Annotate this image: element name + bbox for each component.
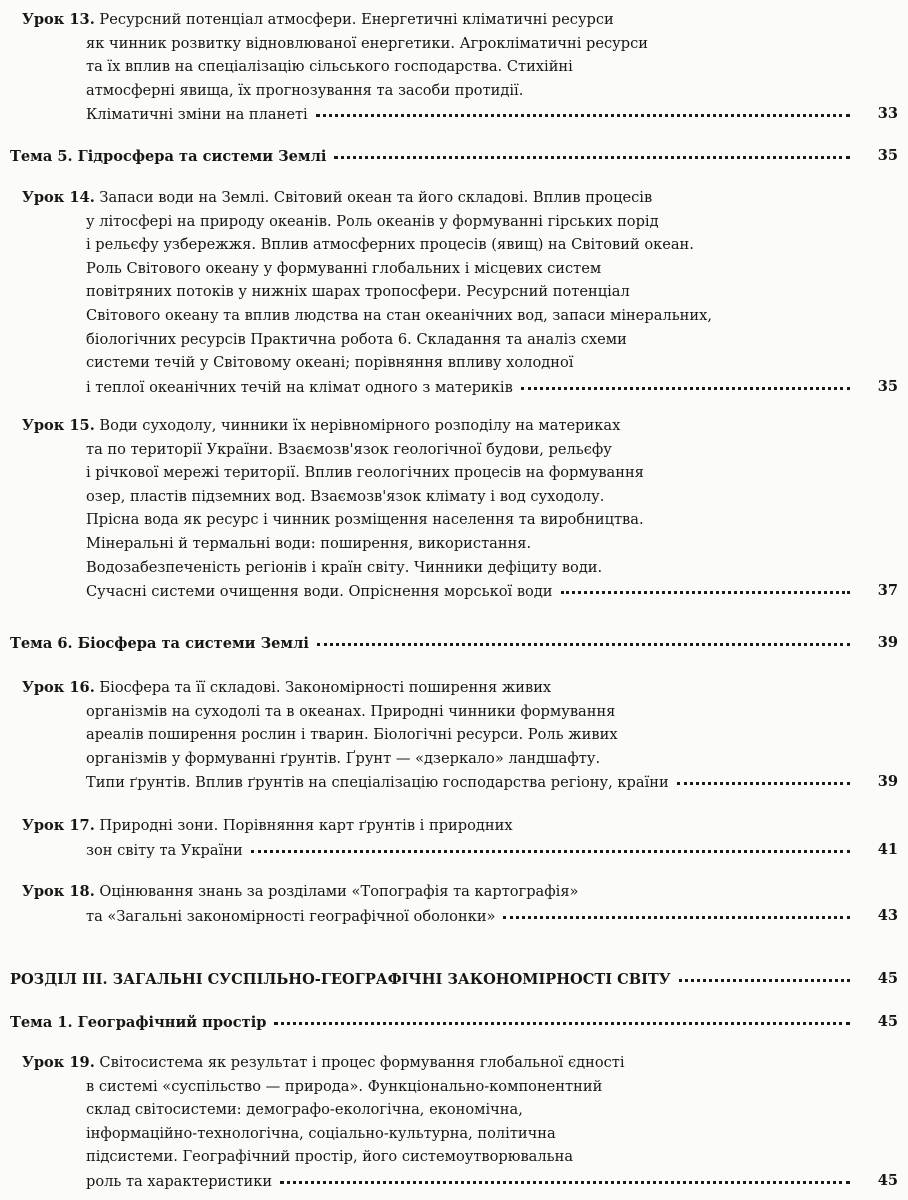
lesson-number: Урок 15. bbox=[22, 417, 95, 434]
toc-line bbox=[0, 186, 908, 210]
lesson-number: Урок 18. bbox=[22, 883, 95, 900]
toc-line-text: Мінеральні й термальні води: поширення, використання. bbox=[86, 534, 532, 552]
toc-line-text: Світового океану та вплив людства на стан океанічних вод, запаси мінеральних, bbox=[86, 306, 712, 324]
toc-line-text: склад світосистеми: демографо-екологічна, економічна, bbox=[86, 1101, 523, 1119]
dot-leader bbox=[334, 142, 850, 159]
toc-line-text: інформаційно-технологічна, соціально-культурна, політична bbox=[86, 1124, 556, 1142]
toc-line-text: як чинник розвитку відновлюваної енергетики. Агрокліматичні ресурси bbox=[86, 34, 648, 52]
toc-entry-section-3 bbox=[0, 967, 908, 991]
toc-line-text: Тема 6. Біосфера та системи Землі bbox=[10, 635, 309, 652]
dot-leader bbox=[677, 768, 850, 785]
lesson-number: Урок 14. bbox=[22, 189, 95, 206]
toc-line-text: біологічних ресурсів Практична робота 6. Складання та аналіз схеми bbox=[86, 330, 627, 348]
toc-line-text: зон світу та України bbox=[86, 841, 243, 859]
page-number: 45 bbox=[877, 1171, 898, 1189]
toc-line bbox=[0, 631, 908, 655]
toc-entry-topic-5 bbox=[0, 144, 908, 168]
dot-leader bbox=[503, 902, 850, 919]
toc-line-text: роль та характеристики bbox=[86, 1172, 273, 1190]
toc-line-text: організмів на суходолі та в океанах. Природні чинники формування bbox=[86, 702, 616, 720]
toc-line bbox=[0, 461, 908, 485]
toc-line bbox=[0, 79, 908, 103]
dot-leader bbox=[316, 100, 850, 117]
toc-line bbox=[0, 375, 908, 399]
toc-line bbox=[0, 257, 908, 281]
toc-line bbox=[0, 328, 908, 352]
toc-line bbox=[0, 102, 908, 126]
toc-line bbox=[0, 1169, 908, 1193]
toc-line bbox=[0, 770, 908, 794]
toc-line bbox=[0, 8, 908, 32]
toc-line-text: РОЗДІЛ ІІІ. ЗАГАЛЬНІ СУСПІЛЬНО-ГЕОГРАФІЧНІ ЗАКОНОМІРНОСТІ СВІТУ bbox=[10, 971, 671, 988]
toc-line bbox=[0, 508, 908, 532]
toc-line bbox=[0, 1122, 908, 1146]
toc-line-text: і рельєфу узбережжя. Вплив атмосферних процесів (явищ) на Світовий океан. bbox=[86, 236, 694, 254]
toc-line-text: організмів у формуванні ґрунтів. Ґрунт — «дзеркало» ландшафту. bbox=[86, 749, 601, 767]
toc-line-text: підсистеми. Географічний простір, його системоутворювальна bbox=[86, 1148, 574, 1166]
toc-line bbox=[0, 304, 908, 328]
toc-line-text: системи течій у Світовому океані; порівняння впливу холодної bbox=[86, 354, 574, 372]
toc-line bbox=[0, 880, 908, 904]
toc-entry-lesson-18 bbox=[0, 880, 908, 927]
toc-line bbox=[0, 904, 908, 928]
lesson-number: Урок 19. bbox=[22, 1054, 95, 1071]
toc-line bbox=[0, 280, 908, 304]
toc-line bbox=[0, 414, 908, 438]
toc-line-text: Урок 19. Світосистема як результат і процес формування глобальної єдності bbox=[22, 1054, 625, 1071]
toc-entry-lesson-17 bbox=[0, 814, 908, 861]
toc-line bbox=[0, 747, 908, 771]
toc-line-text: повітряних потоків у нижніх шарах тропосфери. Ресурсний потенціал bbox=[86, 283, 630, 301]
toc-line bbox=[0, 485, 908, 509]
toc-line-text: Урок 18. Оцінювання знань за розділами «Топографія та картографія» bbox=[22, 883, 579, 900]
toc-line bbox=[0, 233, 908, 257]
dot-leader bbox=[251, 836, 850, 853]
toc-line bbox=[0, 1010, 908, 1034]
toc-line bbox=[0, 676, 908, 700]
page-number: 33 bbox=[877, 105, 898, 123]
page-number: 43 bbox=[877, 906, 898, 924]
toc-line bbox=[0, 838, 908, 862]
toc-line-text: Водозабезпеченість регіонів і країн світу. Чинники дефіциту води. bbox=[86, 558, 603, 576]
page-number: 45 bbox=[877, 970, 898, 987]
toc-entry-lesson-16 bbox=[0, 676, 908, 794]
toc-line bbox=[0, 1145, 908, 1169]
toc-line-text: Тема 1. Географічний простір bbox=[10, 1014, 267, 1031]
toc-line bbox=[0, 55, 908, 79]
toc-entry-topic-1 bbox=[0, 1010, 908, 1034]
toc-entry-lesson-14 bbox=[0, 186, 908, 398]
toc-line-text: та їх вплив на спеціалізацію сільського господарства. Стихійні bbox=[86, 58, 573, 76]
toc-line bbox=[0, 1098, 908, 1122]
dot-leader bbox=[280, 1167, 850, 1184]
toc-line bbox=[0, 351, 908, 375]
toc-line bbox=[0, 723, 908, 747]
toc-line bbox=[0, 556, 908, 580]
toc-line-text: Типи ґрунтів. Вплив ґрунтів на спеціалізацію господарства регіону, країни bbox=[86, 774, 669, 792]
toc-line-text: Прісна вода як ресурс і чинник розміщення населення та виробництва. bbox=[86, 511, 644, 529]
lesson-number: Урок 16. bbox=[22, 679, 95, 696]
page-number: 39 bbox=[877, 634, 898, 651]
toc-line-text: в системі «суспільство — природа». Функціонально-компонентний bbox=[86, 1077, 603, 1095]
dot-leader bbox=[679, 965, 850, 982]
toc-line-text: Тема 5. Гідросфера та системи Землі bbox=[10, 148, 327, 165]
page-number: 35 bbox=[877, 147, 898, 164]
toc-entry-lesson-13 bbox=[0, 8, 908, 126]
toc-line-text: Урок 13. Ресурсний потенціал атмосфери. Енергетичні кліматичні ресурси bbox=[22, 11, 614, 28]
toc-entry-lesson-15 bbox=[0, 414, 908, 603]
dot-leader bbox=[561, 577, 850, 594]
toc-line bbox=[0, 532, 908, 556]
toc-line-text: ареалів поширення рослин і тварин. Біологічні ресурси. Роль живих bbox=[86, 726, 618, 744]
toc-entry-topic-6 bbox=[0, 631, 908, 655]
toc-line-text: Кліматичні зміни на планеті bbox=[86, 106, 308, 124]
toc-line-text: і теплої океанічних течій на клімат одного з материків bbox=[86, 378, 513, 396]
toc-line-text: озер, пластів підземних вод. Взаємозв'язок клімату і вод суходолу. bbox=[86, 487, 605, 505]
toc-line bbox=[0, 32, 908, 56]
toc-line-text: і річкової мережі території. Вплив геологічних процесів на формування bbox=[86, 464, 644, 482]
toc-line bbox=[0, 814, 908, 838]
toc-line-text: та «Загальні закономірності географічної оболонки» bbox=[86, 907, 496, 925]
toc-line bbox=[0, 1051, 908, 1075]
page-number: 37 bbox=[877, 582, 898, 600]
toc-line bbox=[0, 210, 908, 234]
toc-line-text: Урок 16. Біосфера та її складові. Закономірності поширення живих bbox=[22, 679, 552, 696]
dot-leader bbox=[274, 1008, 850, 1025]
toc-line-text: атмосферні явища, їх прогнозування та засоби протидії. bbox=[86, 81, 524, 99]
toc-line-text: Урок 14. Запаси води на Землі. Світовий океан та його складові. Вплив процесів bbox=[22, 189, 653, 206]
toc-line bbox=[0, 144, 908, 168]
toc-line bbox=[0, 700, 908, 724]
dot-leader bbox=[317, 629, 850, 646]
dot-leader bbox=[521, 373, 850, 390]
lesson-number: Урок 13. bbox=[22, 11, 95, 28]
lesson-number: Урок 17. bbox=[22, 817, 95, 834]
toc-line-text: та по території України. Взаємозв'язок геологічної будови, рельєфу bbox=[86, 440, 612, 458]
toc-line-text: Урок 17. Природні зони. Порівняння карт ґрунтів і природних bbox=[22, 817, 513, 834]
toc-line bbox=[0, 579, 908, 603]
toc-line-text: у літосфері на природу океанів. Роль океанів у формуванні гірських порід bbox=[86, 212, 659, 230]
page-number: 41 bbox=[877, 840, 898, 858]
toc-line bbox=[0, 438, 908, 462]
toc-line bbox=[0, 967, 908, 991]
toc-line-text: Сучасні системи очищення води. Опріснення морської води bbox=[86, 583, 553, 601]
toc-line-text: Роль Світового океану у формуванні глобальних і місцевих систем bbox=[86, 259, 602, 277]
page-number: 39 bbox=[877, 773, 898, 791]
page-number: 45 bbox=[877, 1013, 898, 1030]
toc-line-text: Урок 15. Води суходолу, чинники їх нерівномірного розподілу на материках bbox=[22, 417, 621, 434]
toc-entry-lesson-19 bbox=[0, 1051, 908, 1193]
toc-line bbox=[0, 1075, 908, 1099]
page-number: 35 bbox=[877, 377, 898, 395]
